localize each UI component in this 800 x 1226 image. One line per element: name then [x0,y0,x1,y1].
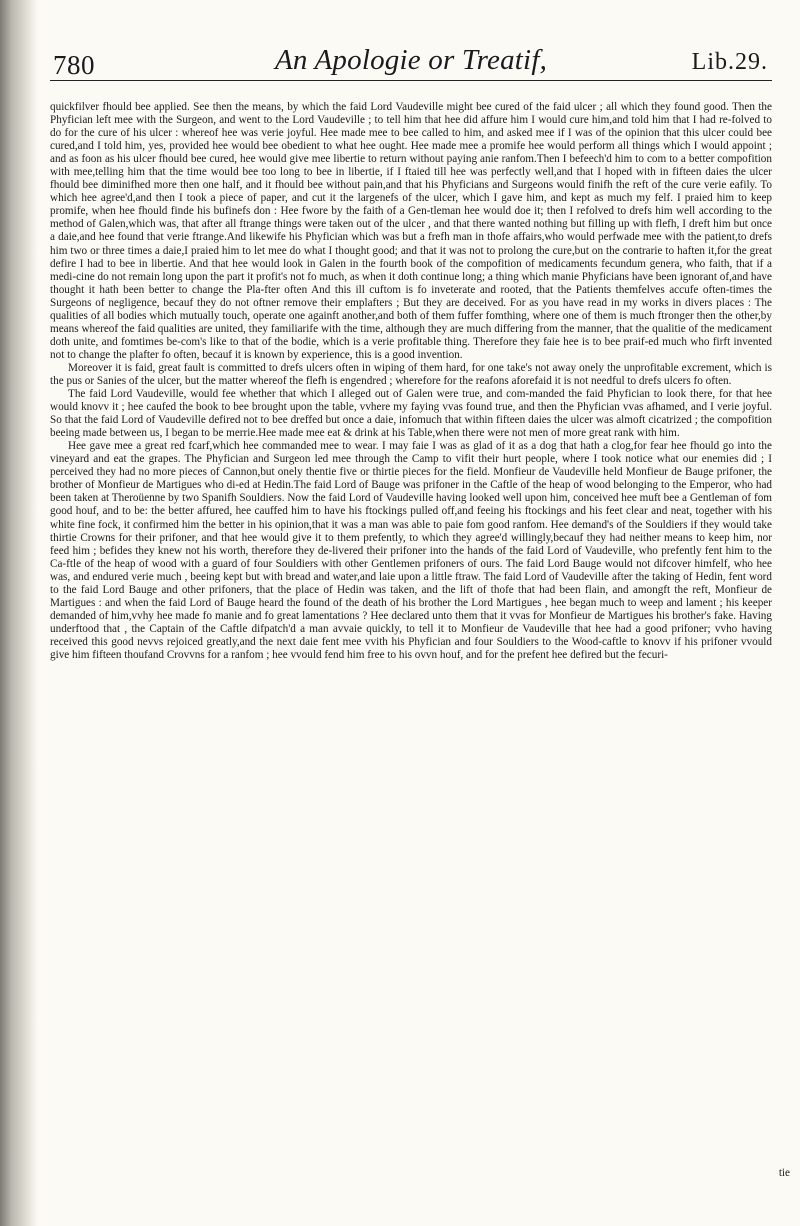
paragraph-3: The faid Lord Vaudeville, would fee whether that which I alleged out of Galen were true, and com-manded the faid Phyfician to look there, for that hee would knovv it ; hee caufed the book to bee brought upon the table, vvhere my faying vvas found true, and then the Phyfician vvas afhamed, and I verie joyful. So that the faid Lord of Vaudeville defired not to bee dreffed but once a daie, infomuch that within fifteen daies the ulcer was almoft cicatrized ; the compofition beeing made between us, I began to be merrie.Hee made mee eat & drink at his Table,when there were not men of more great rank with him. [50,388,772,440]
paragraph-1: quickfilver fhould bee applied. See then the means, by which the faid Lord Vaudeville might bee cured of the faid ulcer ; all which they found good. Then the Phyfician left mee with the Surgeon, and went to the Lord Vaudeville ; to tell him that hee did affure him I would cure him,and told him that I had re-folved to do for the cure of his ulcer : whereof hee was verie joyful. Hee made mee to bee called to him, and asked mee if I was of the opinion that this ulcer could bee cured,and I told him, yes, provided hee would bee obedient to what hee ought. Hee made mee a promife hee would perform all things which I would appoint ; and as foon as his ulcer fhould bee cured, hee would give mee libertie to return without paying anie ranfom.Then I befeech'd him to com to a better compofition with mee,telling him that the time would bee too long to bee in libertie, if I ftaied till hee was perfectly well,and that I hoped with in fifteen daies the ulcer fhould bee diminifhed more then one half, and it fhould bee without pain,and that his Phyficians and Surgeons would finifh the reft of the cure verie eafily. To which hee agree'd,and then I took a piece of paper, and cut it the largenefs of the ulcer, which I gave him, and kept as much my felf. I praied him to keep promife, when hee fhould finde his bufinefs don : Hee fwore by the faith of a Gen-tleman hee would doe it; then I refolved to drefs him well according to the method of Galen,which was, that after all ftrange things were taken out of the ulcer , and that there wanted nothing but filling up with flefh, I dreft him but once a daie,and hee found that verie ftrange.And likewife his Phyfician which was but a frefh man in thofe affairs,who would perfwade mee with the patient,to drefs him two or three times a daie,I praied him to let mee do what I thought good; and that it was not to prolong the cure,but on the contrarie to haften it,for the great defire I had to bee in libertie. And that hee would look in Galen in the fourth book of the compofition of medicaments fecundum genera, who faith, that if a medi-cine do not remain long upon the part it profit's not fo much, as when it doth continue long; a thing which manie Phyficians have been ignorant of,and have thought it hath been better to change the Pla-fter often And this ill cuftom is fo inveterate and rooted, that the Patients themfelves accufe often-times the Surgeons of negligence, becauf they do not oftner remove their emplafters ; But they are deceived. For as you have read in my works in divers places : The qualities of all bodies which mutually touch, operate one againft another,and both of them fuffer fomthing, where one of them is much ftronger then the other,by means whereof the faid qualities are united, they familiarife with the time, although they are much differing from the manner, that the qualitie of the medicament doth unite, and fomtimes be-com's like to that of the bodie, which is a verie profitable thing. Therefore they faie hee is to bee praif-ed much who firft invented not to change the plafter fo often, becauf it is known by experience, this is a good invention. [50,101,772,361]
catchword: tie [778,1167,790,1179]
paragraph-2: Moreover it is faid, great fault is committed to drefs ulcers often in wiping of them hard, for one take's not away onely the unprofitable excrement, which is the pus or Sanies of the ulcer, but the matter whereof the flefh is engendred ; wherefore for the reafons aforefaid it is not needful to drefs ulcers fo often. [50,361,772,387]
page-number: 780 [53,50,95,80]
book-reference: Lib.29. [691,49,768,75]
page-body [50,101,772,662]
page-header [50,40,772,81]
book-page [50,40,772,1215]
page-binding-shadow [0,0,38,1226]
running-title: An Apologie or Treatif, [274,44,548,76]
paragraph-4: Hee gave mee a great red fcarf,which hee commanded mee to wear. I may faie I was as glad of it as a dog that hath a clog,for fear hee fhould go into the vineyard and eat the grapes. The Phyfician and Surgeon led mee through the Camp to vifit their hurt people, where I took notice what our enemies did ; I perceived they had no more pieces of Cannon,but onely thentie five or thirtie pieces for the field. Monfieur de Vaudeville held Monfieur de Bauge prifoner, the brother of Monfieur de Martigues who di-ed at Hedin.The faid Lord of Bauge was prifoner in the Caftle of the heap of wood belonging to the Emperor, who had been taken at Theroüenne by two Spanifh Souldiers. Now the faid Lord of Vaudeville having looked well upon him, conceived hee muft bee a Gentleman of fom good houf, and to be: the better affured, hee cauffed him to have his ftockings pulled off,and feeing his ftockings and his feet clear and neat, together with his white fine fock, it confirmed him the better in his opinion,that it was a man was able to paie fom good ranfom. Hee demand's of the Souldiers if they would take thirtie Crowns for their prifoner, and that hee would give it to them prefently, to which they agree'd willingly,becauf they had neither means to keep him, nor feed him ; befides they knew not his worth, therefore they de-livered their prifoner into the hands of the faid Lord of Vaudeville, who prefently fent him to the Ca-ftle of the heap of wood with a guard of four Souldiers with other Gentlemen prifoners of ours. The faid Lord Bauge would not difcover himfelf, who hee was, and endured verie much , beeing kept but with bread and water,and laie upon a little ftraw. The faid Lord of Vaudeville after the taking of Hedin, fent word to the faid Lord Bauge and other prifoners, that the place of Hedin was taken, and the lift of thofe that had been flain, and amongft the reft, Monfieur de Martigues : and when the faid Lord of Bauge heard the found of the death of his brother the Lord Martigues , hee began much to weep and lament ; his keeper demanded of him,vvhy hee made fo manie and fo great lamentations ? Hee declared unto them that it vvas for Monfieur de Martigues his brother's fake. Having underftood that , the Captain of the Caftle difpatch'd a man avvaie quickly, to tell it to Monfieur de Vaudeville that hee had a good prifoner; vvho having received this good nevvs rejoiced greatly,and the next daie fent mee vvith his Phyfician and four Souldiers to the Wood-caftle to knovv if his prifoner vvould give him fifteen thoufand Crovvns for a ranfom ; hee vvould fend him free to his ovvn houf, and for the prefent hee defired but the fecuri- [50,440,772,661]
